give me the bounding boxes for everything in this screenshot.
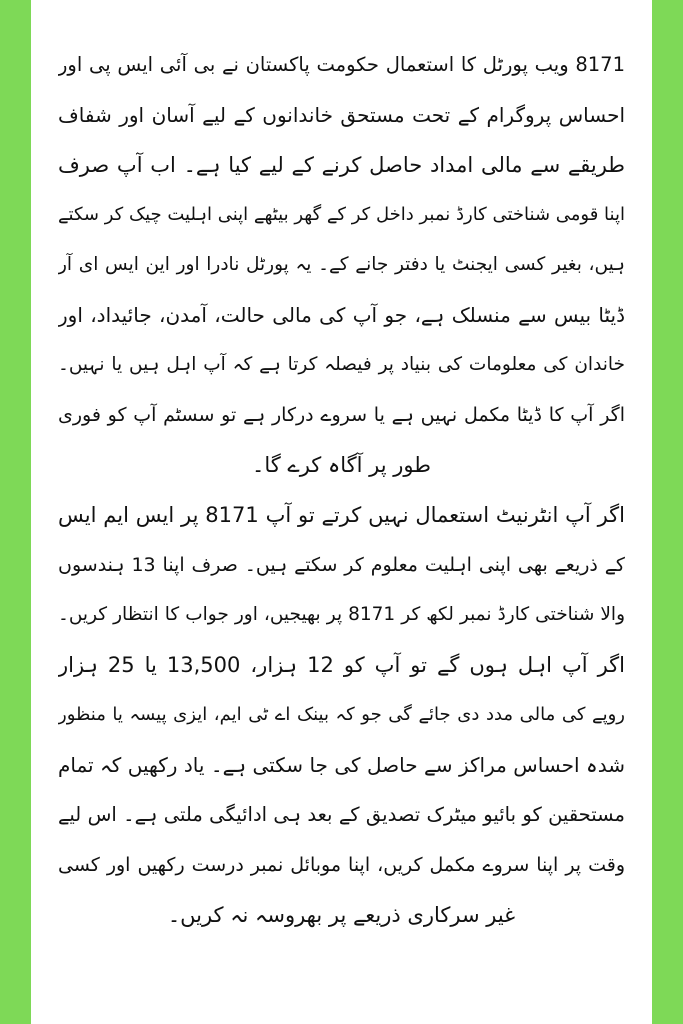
text-line: کے ذریعے بھی اپنی اہلیت معلوم کر سکتے ہیں۔ صرف اپنا 13 ہندسوں [58,554,625,576]
text-line: روپے کی مالی مدد دی جائے گی جو کہ بینک اے ٹی ایم، ایزی پیسہ یا منظور [58,704,625,725]
text-line: اگر آپ انٹرنیٹ استعمال نہیں کرتے تو آپ 8171 پر ایس ایم ایس [58,503,625,527]
text-line: ہیں، بغیر کسی ایجنٹ یا دفتر جانے کے۔ یہ پورٹل نادرا اور این ایس ای آر [58,254,625,275]
text-line: اگر آپ کا ڈیٹا مکمل نہیں ہے یا سروے درکار ہے تو سسٹم آپ کو فوری [58,404,625,426]
text-line: اگر آپ اہل ہوں گے تو آپ کو 12 ہزار، 13,500 یا 25 ہزار [58,653,625,677]
left-green-border [0,0,31,1024]
text-line: اپنا قومی شناختی کارڈ نمبر داخل کر کے گھر بیٹھے اپنی اہلیت چیک کر سکتے [58,204,625,225]
right-green-border [652,0,683,1024]
text-line: مستحقین کو بائیو میٹرک تصدیق کے بعد ہی ادائیگی ملتی ہے۔ اس لیے [58,803,625,826]
text-line: والا شناختی کارڈ نمبر لکھ کر 8171 پر بھیجیں، اور جواب کا انتظار کریں۔ [58,604,625,625]
text-line: وقت پر اپنا سروے مکمل کریں، اپنا موبائل نمبر درست رکھیں اور کسی [58,854,625,876]
text-line: شدہ احساس مراکز سے حاصل کی جا سکتی ہے۔ یاد رکھیں کہ تمام [58,753,625,777]
text-line: خاندان کی معلومات کی بنیاد پر فیصلہ کرتا ہے کہ آپ اہل ہیں یا نہیں۔ [58,354,625,375]
text-line: 8171 ویب پورٹل کا استعمال حکومت پاکستان نے بی آئی ایس پی اور [58,53,625,76]
text-line: ڈیٹا بیس سے منسلک ہے، جو آپ کی مالی حالت، آمدن، جائیداد، اور [58,303,625,327]
text-line: طریقے سے مالی امداد حاصل کرنے کے لیے کیا ہے۔ اب آپ صرف [58,153,625,177]
article-body [58,40,625,1000]
text-line: طور پر آگاہ کرے گا۔ [252,453,431,477]
text-line: غیر سرکاری ذریعے پر بھروسہ نہ کریں۔ [167,903,516,927]
text-line: احساس پروگرام کے تحت مستحق خاندانوں کے لیے آسان اور شفاف [58,103,625,127]
